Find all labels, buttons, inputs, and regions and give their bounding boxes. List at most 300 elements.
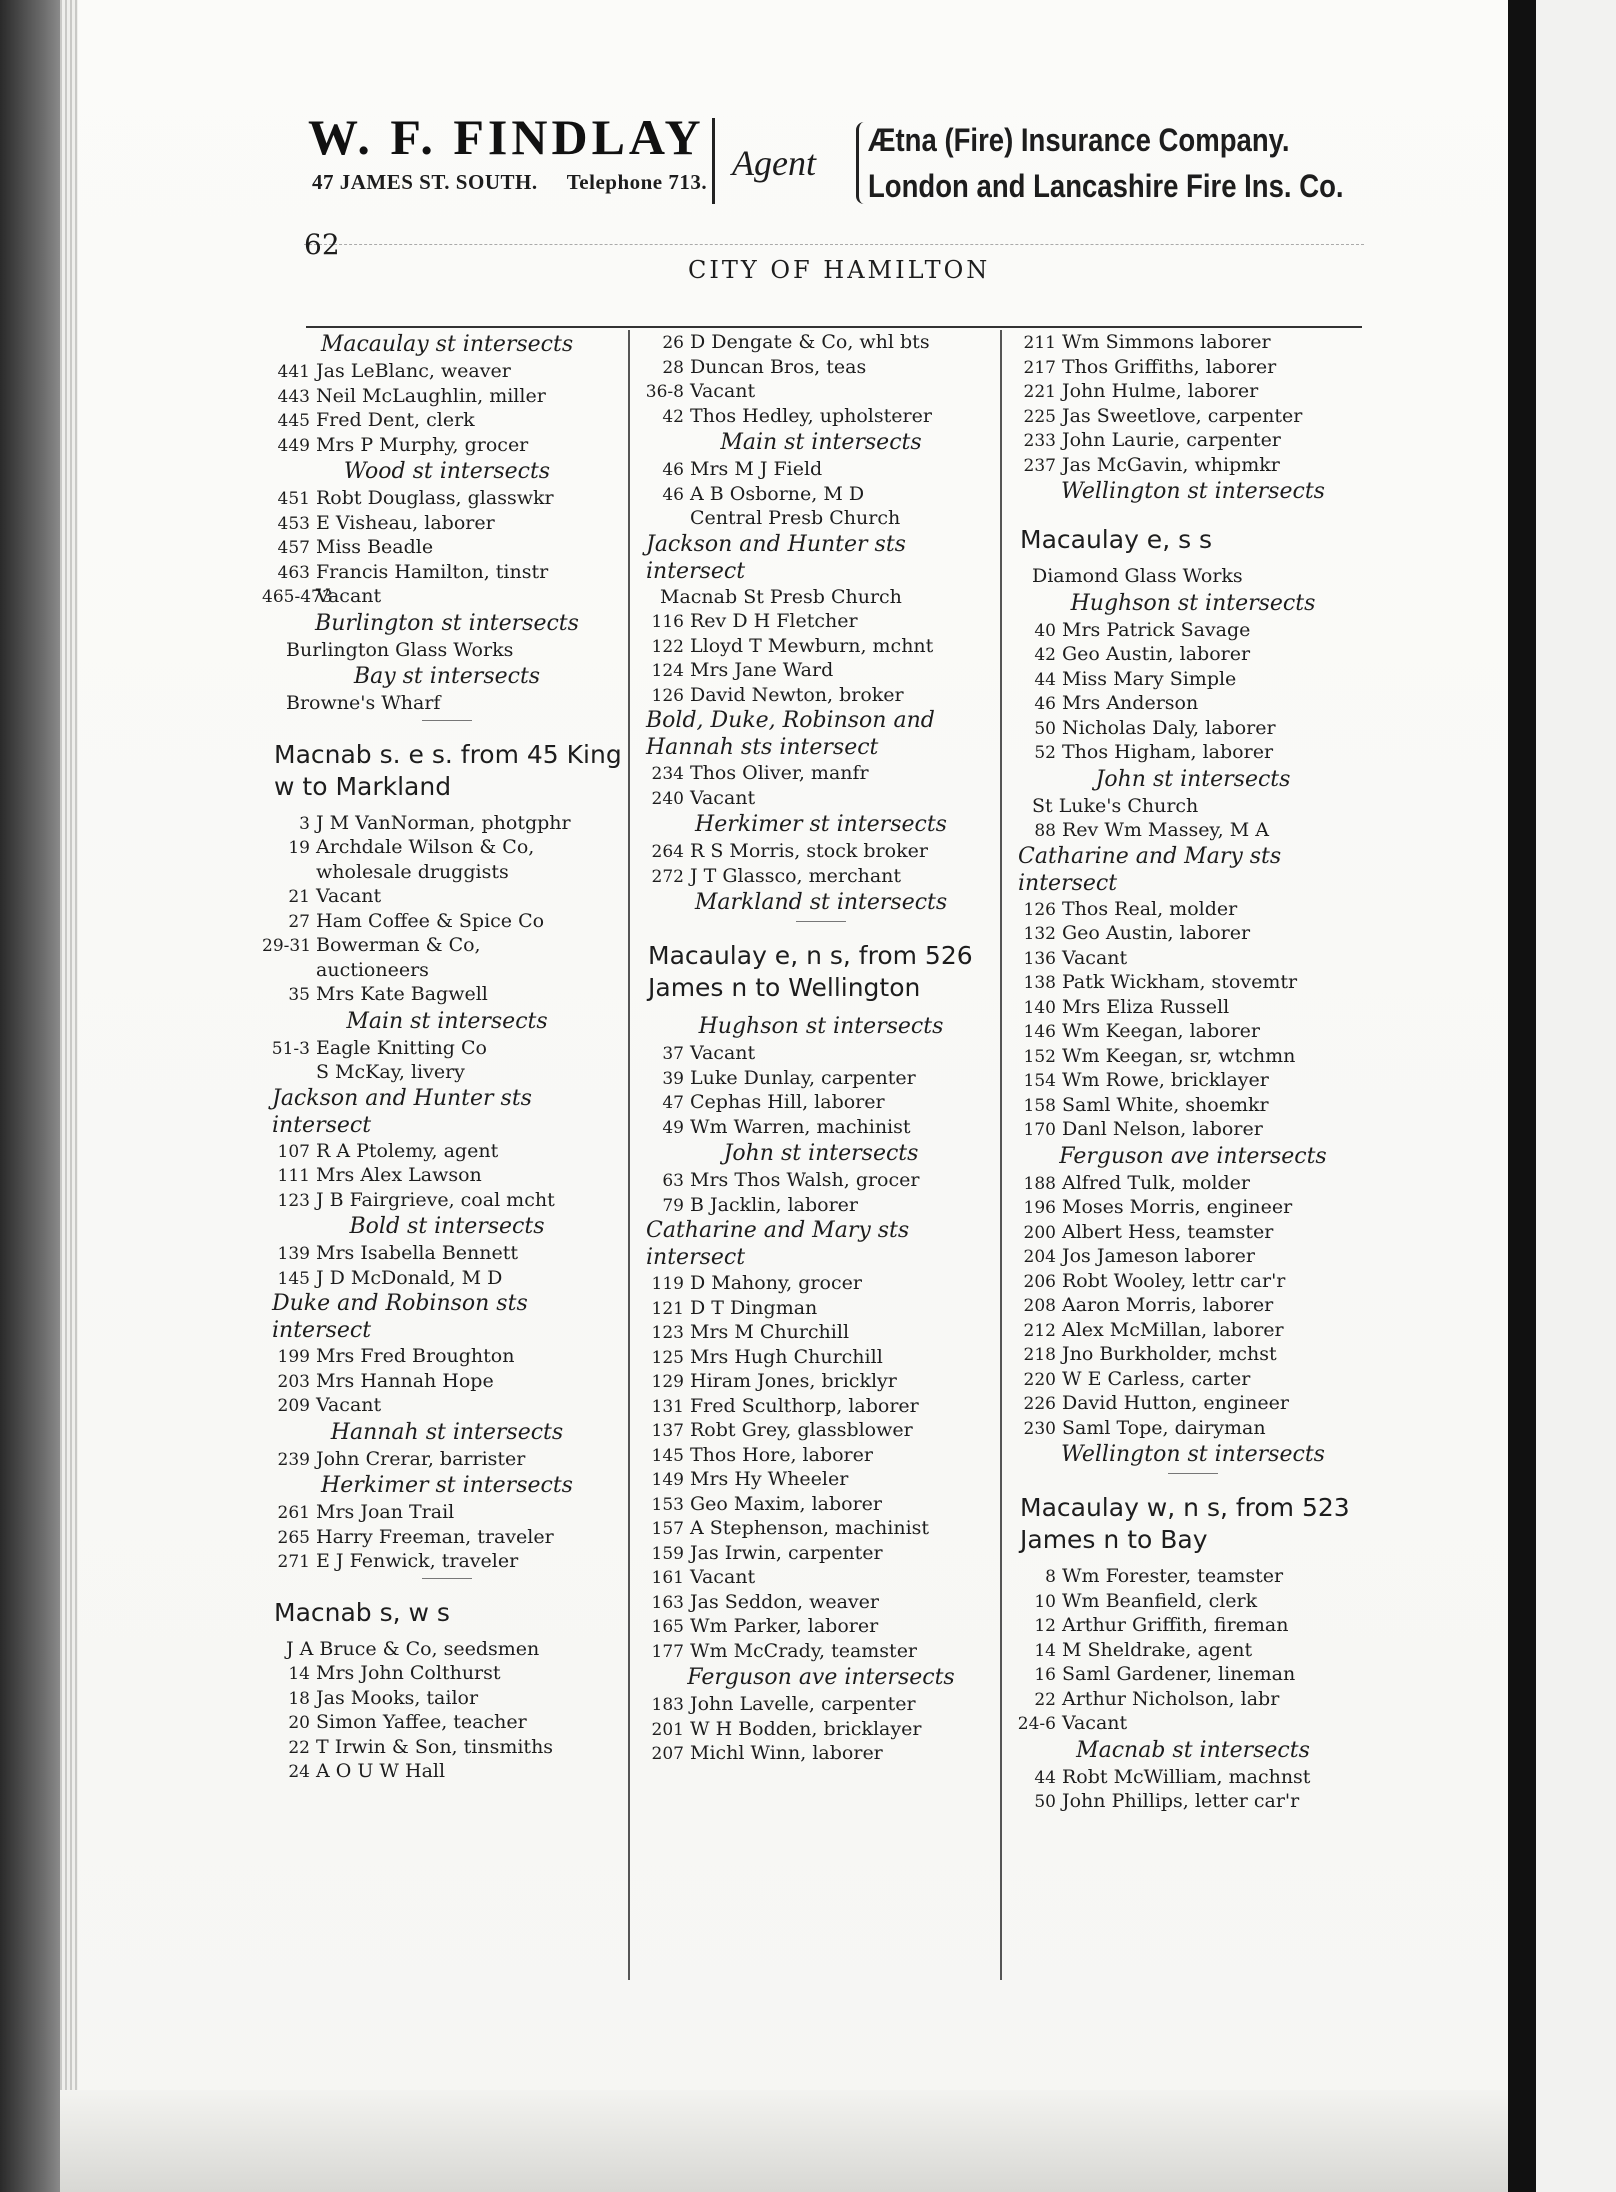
occupant-text: W H Bodden, bricklayer xyxy=(690,1717,922,1740)
directory-entry xyxy=(262,1241,632,1266)
occupant-text: Alex McMillan, laborer xyxy=(1062,1318,1284,1341)
occupant-text: Miss Mary Simple xyxy=(1062,667,1237,690)
house-number: 14 xyxy=(1034,1640,1056,1661)
entry-continuation xyxy=(262,860,632,885)
directory-entry xyxy=(1008,716,1378,741)
occupant-text: John Lavelle, carpenter xyxy=(690,1693,916,1715)
cross-street-note: Bold st intersects xyxy=(349,1214,545,1239)
directory-entry xyxy=(636,1345,1006,1370)
cross-street-note: Main st intersects xyxy=(346,1008,548,1034)
occupant-text: Vacant xyxy=(1062,946,1128,969)
occupant-text: Moses Morris, engineer xyxy=(1062,1196,1293,1218)
occupant-text: Mrs Kate Bagwell xyxy=(316,983,488,1005)
house-number: 37 xyxy=(662,1044,684,1064)
directory-entry xyxy=(1008,1638,1378,1663)
directory-entry xyxy=(262,359,632,384)
house-number: 47 xyxy=(662,1093,684,1113)
directory-entry xyxy=(1008,355,1378,380)
occupant-text: Vacant xyxy=(690,786,756,809)
house-number: 220 xyxy=(1023,1369,1056,1390)
occupant-text: Robt McWilliam, machnst xyxy=(1062,1765,1311,1788)
occupant-text: Vacant xyxy=(316,585,382,607)
occupant-text: Burlington Glass Works xyxy=(286,638,514,661)
occupant-text: Wm Keegan, laborer xyxy=(1062,1020,1260,1042)
directory-entry xyxy=(262,560,632,585)
occupant-text: Mrs Thos Walsh, grocer xyxy=(690,1169,920,1191)
house-number: 3 xyxy=(299,813,310,834)
occupant-text: M Sheldrake, agent xyxy=(1062,1638,1253,1661)
house-number: 29-31 xyxy=(262,936,312,956)
occupant-text: Danl Nelson, laborer xyxy=(1062,1118,1263,1140)
house-number: 146 xyxy=(1023,1022,1056,1042)
occupant-text: Rev Wm Massey, M A xyxy=(1062,819,1269,841)
occupant-text: Wm Beanfield, clerk xyxy=(1062,1589,1258,1612)
occupant-text: Vacant xyxy=(316,885,382,907)
directory-entry xyxy=(636,1741,1006,1766)
occupant-text: Vacant xyxy=(690,1042,756,1064)
directory-entry xyxy=(636,864,1006,889)
advertiser-name: W. F. FINDLAY xyxy=(308,109,705,165)
street-heading: Macnab s, w s xyxy=(274,1597,450,1627)
occupant-text: W E Carless, carter xyxy=(1062,1367,1251,1390)
directory-entry xyxy=(262,1710,632,1735)
directory-entry xyxy=(262,933,632,958)
directory-entry xyxy=(1008,921,1378,946)
occupant-text: Wm Parker, laborer xyxy=(690,1615,879,1637)
directory-entry xyxy=(636,1066,1006,1091)
directory-entry xyxy=(636,457,1006,482)
occupant-text: Luke Dunlay, carpenter xyxy=(690,1066,916,1089)
directory-entry xyxy=(262,384,632,409)
house-number: 152 xyxy=(1023,1046,1056,1067)
directory-entry xyxy=(1008,404,1378,429)
occupant-text: Eagle Knitting Co xyxy=(316,1036,487,1059)
occupant-text: Thos Griffiths, laborer xyxy=(1062,355,1277,378)
directory-entry xyxy=(636,330,1006,355)
house-number: 46 xyxy=(662,484,684,505)
occupant-text: Thos Higham, laborer xyxy=(1062,741,1274,763)
house-number: 264 xyxy=(651,842,684,862)
occupant-text: Mrs Fred Broughton xyxy=(316,1345,515,1367)
entry-continuation xyxy=(262,1060,632,1085)
occupant-text: Macnab St Presb Church xyxy=(660,585,902,608)
house-number: 50 xyxy=(1034,718,1056,739)
cross-street-note: Wood st intersects xyxy=(343,459,551,484)
street-heading: Macnab s. e s. from 45 King w to Markland xyxy=(274,739,622,801)
house-number: 63 xyxy=(662,1171,684,1191)
occupant-text: auctioneers xyxy=(316,958,429,981)
house-number: 49 xyxy=(662,1117,684,1138)
house-number: 10 xyxy=(1034,1591,1056,1612)
occupant-text: Mrs Jane Ward xyxy=(690,659,834,681)
occupant-text: Central Presb Church xyxy=(690,507,901,529)
directory-entry xyxy=(262,884,632,909)
house-number: 203 xyxy=(277,1371,310,1392)
occupant-text: Bowerman & Co, xyxy=(316,934,481,956)
house-number: 139 xyxy=(277,1244,310,1264)
house-number: 119 xyxy=(651,1274,684,1294)
directory-entry xyxy=(262,1447,632,1472)
occupant-text: Aaron Morris, laborer xyxy=(1062,1294,1274,1316)
house-number: 132 xyxy=(1023,924,1056,944)
house-number: 40 xyxy=(1034,620,1056,641)
occupant-text: Cephas Hill, laborer xyxy=(690,1091,885,1113)
cross-street-note: John st intersects xyxy=(723,1141,919,1166)
occupant-text: Robt Douglass, glasswkr xyxy=(316,487,554,509)
house-number: 145 xyxy=(651,1445,684,1466)
occupant-text: Mrs Anderson xyxy=(1062,692,1199,714)
directory-entry xyxy=(1008,1093,1378,1118)
directory-entry xyxy=(1008,1195,1378,1220)
house-number: 226 xyxy=(1023,1394,1056,1414)
house-number: 27 xyxy=(288,911,310,932)
directory-entry xyxy=(1008,897,1378,922)
house-number: 204 xyxy=(1023,1247,1056,1267)
directory-entry xyxy=(1008,1244,1378,1269)
directory-entry xyxy=(636,1193,1006,1218)
house-number: 237 xyxy=(1023,455,1056,476)
occupant-text: Geo Maxim, laborer xyxy=(690,1492,882,1515)
occupant-text: Mrs M J Field xyxy=(690,458,823,480)
directory-entry xyxy=(636,1565,1006,1590)
house-number: 199 xyxy=(277,1347,310,1367)
occupant-text: Francis Hamilton, tinstr xyxy=(316,560,549,583)
cross-street-note: Hughson st intersects xyxy=(698,1014,944,1039)
occupant-text: Mrs Alex Lawson xyxy=(316,1164,482,1186)
house-number: 137 xyxy=(651,1421,684,1441)
occupant-text: Jas McGavin, whipmkr xyxy=(1062,453,1280,476)
street-heading: Macaulay w, n s, from 523 James n to Bay xyxy=(1020,1493,1350,1554)
cross-street-note: Macnab st intersects xyxy=(1076,1737,1310,1763)
house-number: 158 xyxy=(1023,1095,1056,1116)
directory-entry xyxy=(636,1516,1006,1541)
directory-entry xyxy=(262,1188,632,1213)
cross-street-note: Main st intersects xyxy=(720,430,922,455)
directory-entry xyxy=(262,1500,632,1525)
institution-entry xyxy=(262,1637,632,1662)
occupant-text: Vacant xyxy=(690,1566,756,1588)
directory-entry xyxy=(1008,1269,1378,1294)
house-number: 157 xyxy=(651,1519,684,1539)
directory-entry xyxy=(262,982,632,1007)
directory-entry xyxy=(636,355,1006,380)
house-number: 177 xyxy=(651,1641,684,1662)
occupant-text: Saml White, shoemkr xyxy=(1062,1093,1269,1116)
occupant-text: Vacant xyxy=(1062,1712,1128,1734)
directory-entry xyxy=(1008,1044,1378,1069)
directory-entry xyxy=(636,761,1006,786)
occupant-text: Simon Yaffee, teacher xyxy=(316,1711,527,1733)
page-number: 62 xyxy=(304,228,340,261)
house-number: 19 xyxy=(288,838,310,858)
occupant-text: Mrs Isabella Bennett xyxy=(316,1242,519,1264)
occupant-text: Wm Simmons laborer xyxy=(1062,331,1271,353)
occupant-text: Geo Austin, laborer xyxy=(1062,643,1251,665)
directory-entry xyxy=(1008,1662,1378,1687)
page-bottom-margin xyxy=(60,2090,1508,2192)
occupant-text: Wm Rowe, bricklayer xyxy=(1062,1069,1269,1091)
occupant-text: Vacant xyxy=(690,380,756,402)
institution-entry xyxy=(636,585,1006,610)
house-number: 145 xyxy=(277,1268,310,1289)
occupant-text: Archdale Wilson & Co, xyxy=(316,836,535,858)
house-number: 8 xyxy=(1045,1567,1056,1587)
cross-street-note: Jackson and Hunter sts intersect xyxy=(272,1085,532,1138)
directory-entry xyxy=(262,1369,632,1394)
occupant-text: E J Fenwick, traveler xyxy=(316,1550,519,1572)
occupant-text: Mrs Eliza Russell xyxy=(1062,995,1230,1018)
occupant-text: Harry Freeman, traveler xyxy=(316,1525,554,1548)
directory-entry xyxy=(636,1168,1006,1193)
house-number: 209 xyxy=(277,1396,310,1416)
cross-street-note: Hannah st intersects xyxy=(330,1419,564,1445)
advertiser-address xyxy=(312,170,707,195)
cross-street-note: Herkimer st intersects xyxy=(321,1473,573,1498)
directory-entry xyxy=(262,408,632,433)
directory-entry xyxy=(1008,453,1378,478)
directory-entry xyxy=(636,683,1006,708)
directory-entry xyxy=(262,433,632,458)
occupant-text: Mrs Hannah Hope xyxy=(316,1369,494,1392)
house-number: 465-473 xyxy=(262,587,333,607)
house-number: 221 xyxy=(1023,382,1056,402)
occupant-text: Diamond Glass Works xyxy=(1032,565,1243,587)
institution-entry xyxy=(1008,794,1378,819)
occupant-text: R A Ptolemy, agent xyxy=(316,1139,499,1162)
house-number: 153 xyxy=(651,1494,684,1515)
occupant-text: Wm Keegan, sr, wtchmn xyxy=(1062,1044,1296,1067)
occupant-text: Saml Tope, dairyman xyxy=(1062,1416,1266,1439)
occupant-text: E Visheau, laborer xyxy=(316,511,495,534)
institution-entry xyxy=(1008,564,1378,589)
house-number: 51-3 xyxy=(271,1038,310,1059)
directory-entry xyxy=(1008,618,1378,643)
cross-street-note: Bold, Duke, Robinson and Hannah sts intersect xyxy=(646,708,935,760)
occupant-text: S McKay, livery xyxy=(316,1061,465,1083)
occupant-text: Mrs P Murphy, grocer xyxy=(316,433,529,456)
house-number: 36-8 xyxy=(645,382,684,402)
directory-entry xyxy=(636,1296,1006,1321)
house-number: 225 xyxy=(1023,406,1056,427)
occupant-text: A O U W Hall xyxy=(316,1760,446,1782)
house-number: 196 xyxy=(1023,1198,1056,1218)
house-number: 449 xyxy=(277,435,310,456)
house-number: 126 xyxy=(651,685,684,706)
house-number: 14 xyxy=(288,1664,310,1684)
house-number: 441 xyxy=(277,362,310,382)
occupant-text: Wm Warren, machinist xyxy=(690,1115,911,1138)
occupant-text: Wm Forester, teamster xyxy=(1062,1565,1284,1587)
house-number: 123 xyxy=(277,1190,310,1211)
occupant-text: Jno Burkholder, mchst xyxy=(1062,1343,1277,1365)
house-number: 44 xyxy=(1034,669,1056,690)
house-number: 39 xyxy=(662,1068,684,1089)
directory-column-1 xyxy=(262,330,632,1784)
directory-entry xyxy=(262,1393,632,1418)
head-rule xyxy=(306,326,1362,328)
directory-entry xyxy=(1008,1342,1378,1367)
house-number: 453 xyxy=(277,513,310,534)
occupant-text: John Laurie, carpenter xyxy=(1062,429,1281,451)
directory-entry xyxy=(636,1590,1006,1615)
occupant-text: Thos Hedley, upholsterer xyxy=(690,404,932,427)
directory-entry xyxy=(262,511,632,536)
company-line-1: Ætna (Fire) Insurance Company. xyxy=(868,122,1290,158)
directory-entry xyxy=(262,1525,632,1550)
running-head: CITY OF HAMILTON xyxy=(688,256,991,284)
directory-entry xyxy=(1008,1711,1378,1736)
occupant-text: Thos Hore, laborer xyxy=(690,1443,873,1466)
house-number: 52 xyxy=(1034,743,1056,763)
house-number: 136 xyxy=(1023,948,1056,969)
directory-entry xyxy=(262,1549,632,1574)
cross-street-note: Duke and Robinson sts intersect xyxy=(272,1291,528,1343)
directory-entry xyxy=(262,486,632,511)
occupant-text: John Phillips, letter car'r xyxy=(1062,1790,1300,1812)
occupant-text: Vacant xyxy=(316,1394,382,1416)
scan-right-margin xyxy=(1536,0,1616,2192)
occupant-text: Arthur Nicholson, labr xyxy=(1062,1687,1280,1710)
directory-entry xyxy=(636,839,1006,864)
house-number: 46 xyxy=(662,460,684,480)
occupant-text: Geo Austin, laborer xyxy=(1062,922,1251,944)
directory-entry xyxy=(1008,995,1378,1020)
house-number: 20 xyxy=(288,1713,310,1733)
house-number: 131 xyxy=(651,1396,684,1417)
occupant-text: Jas Mooks, tailor xyxy=(316,1686,479,1709)
cross-street-note: Catharine and Mary sts intersect xyxy=(1018,843,1282,896)
directory-column-3 xyxy=(1000,330,1378,1980)
occupant-text: Albert Hess, teamster xyxy=(1062,1220,1274,1243)
directory-entry xyxy=(1008,946,1378,971)
house-number: 122 xyxy=(651,636,684,657)
directory-entry xyxy=(262,584,632,609)
house-number: 140 xyxy=(1023,997,1056,1018)
institution-entry xyxy=(262,691,632,716)
house-number: 211 xyxy=(1023,333,1056,353)
house-number: 206 xyxy=(1023,1271,1056,1292)
house-number: 200 xyxy=(1023,1222,1056,1243)
directory-entry xyxy=(1008,1117,1378,1142)
directory-entry xyxy=(262,1139,632,1164)
house-number: 50 xyxy=(1034,1792,1056,1812)
occupant-text: Lloyd T Mewburn, mchnt xyxy=(690,634,934,657)
directory-entry xyxy=(636,1443,1006,1468)
house-number: 88 xyxy=(1034,821,1056,841)
directory-entry xyxy=(1008,818,1378,843)
occupant-text: Rev D H Fletcher xyxy=(690,610,858,632)
house-number: 116 xyxy=(651,612,684,632)
directory-entry xyxy=(262,1036,632,1061)
occupant-text: Mrs John Colthurst xyxy=(316,1662,501,1684)
house-number: 201 xyxy=(651,1719,684,1740)
directory-entry xyxy=(262,1686,632,1711)
house-number: 154 xyxy=(1023,1071,1056,1091)
directory-entry xyxy=(1008,1019,1378,1044)
occupant-text: David Hutton, engineer xyxy=(1062,1392,1289,1414)
occupant-text: D T Dingman xyxy=(690,1296,818,1319)
directory-entry xyxy=(262,1344,632,1369)
directory-entry xyxy=(636,1541,1006,1566)
house-number: 22 xyxy=(1034,1689,1056,1710)
directory-entry xyxy=(636,379,1006,404)
directory-entry xyxy=(636,404,1006,429)
directory-entry xyxy=(1008,1765,1378,1790)
directory-entry xyxy=(636,1090,1006,1115)
house-number: 183 xyxy=(651,1695,684,1715)
occupant-text: A B Osborne, M D xyxy=(690,482,865,505)
house-number: 218 xyxy=(1023,1345,1056,1365)
directory-entry xyxy=(1008,1789,1378,1814)
occupant-text: Robt Grey, glassblower xyxy=(690,1419,913,1441)
brace-divider xyxy=(712,118,721,204)
house-number: 265 xyxy=(277,1527,310,1548)
occupant-text: Duncan Bros, teas xyxy=(690,355,867,378)
house-number: 451 xyxy=(277,489,310,509)
occupant-text: Patk Wickham, stovemtr xyxy=(1062,971,1298,993)
street-heading: Macaulay e, s s xyxy=(1020,525,1213,554)
house-number: 161 xyxy=(651,1568,684,1588)
house-number: 165 xyxy=(651,1617,684,1637)
house-number: 79 xyxy=(662,1195,684,1216)
house-number: 44 xyxy=(1034,1767,1056,1788)
directory-entry xyxy=(636,1492,1006,1517)
directory-entry xyxy=(636,1115,1006,1140)
directory-entry xyxy=(636,1041,1006,1066)
house-number: 272 xyxy=(651,866,684,887)
directory-entry xyxy=(636,1394,1006,1419)
entry-continuation xyxy=(636,506,1006,531)
occupant-text: Thos Real, molder xyxy=(1062,897,1238,920)
house-number: 21 xyxy=(288,887,310,907)
cross-street-note: Ferguson ave intersects xyxy=(1059,1143,1327,1169)
cross-street-note: Macaulay st intersects xyxy=(320,332,574,357)
address-text: 47 JAMES ST. SOUTH. xyxy=(312,170,538,194)
directory-entry xyxy=(636,1692,1006,1717)
house-number: 24-6 xyxy=(1017,1714,1056,1734)
directory-entry xyxy=(1008,1220,1378,1245)
occupant-text: J B Fairgrieve, coal mcht xyxy=(316,1188,555,1211)
house-number: 12 xyxy=(1034,1616,1056,1636)
occupant-text: Fred Sculthorp, laborer xyxy=(690,1394,919,1417)
agent-label: Agent xyxy=(732,143,816,183)
directory-entry xyxy=(262,811,632,836)
occupant-text: John Crerar, barrister xyxy=(316,1447,526,1470)
occupant-text: J M VanNorman, photgphr xyxy=(316,811,571,834)
cross-street-note: Hughson st intersects xyxy=(1070,590,1316,616)
house-number: 42 xyxy=(1034,645,1056,665)
house-number: 16 xyxy=(1034,1665,1056,1685)
house-number: 163 xyxy=(651,1592,684,1613)
directory-entry xyxy=(1008,1564,1378,1589)
company-line-2: London and Lancashire Fire Ins. Co. xyxy=(868,168,1344,204)
directory-entry xyxy=(636,1614,1006,1639)
directory-entry xyxy=(636,482,1006,507)
house-number: 24 xyxy=(288,1762,310,1782)
cross-street-note: Bay st intersects xyxy=(353,664,541,689)
house-number: 159 xyxy=(651,1543,684,1564)
directory-entry xyxy=(1008,740,1378,765)
binding-gutter xyxy=(1508,0,1536,2192)
telephone-text: Telephone 713. xyxy=(566,170,708,194)
occupant-text: Mrs Hy Wheeler xyxy=(690,1468,849,1490)
house-number: 261 xyxy=(277,1503,310,1523)
directory-entry xyxy=(1008,1613,1378,1638)
occupant-text: St Luke's Church xyxy=(1032,794,1199,817)
house-number: 234 xyxy=(651,764,684,784)
house-number: 26 xyxy=(662,333,684,353)
cross-street-note: Jackson and Hunter sts intersect xyxy=(646,531,906,584)
